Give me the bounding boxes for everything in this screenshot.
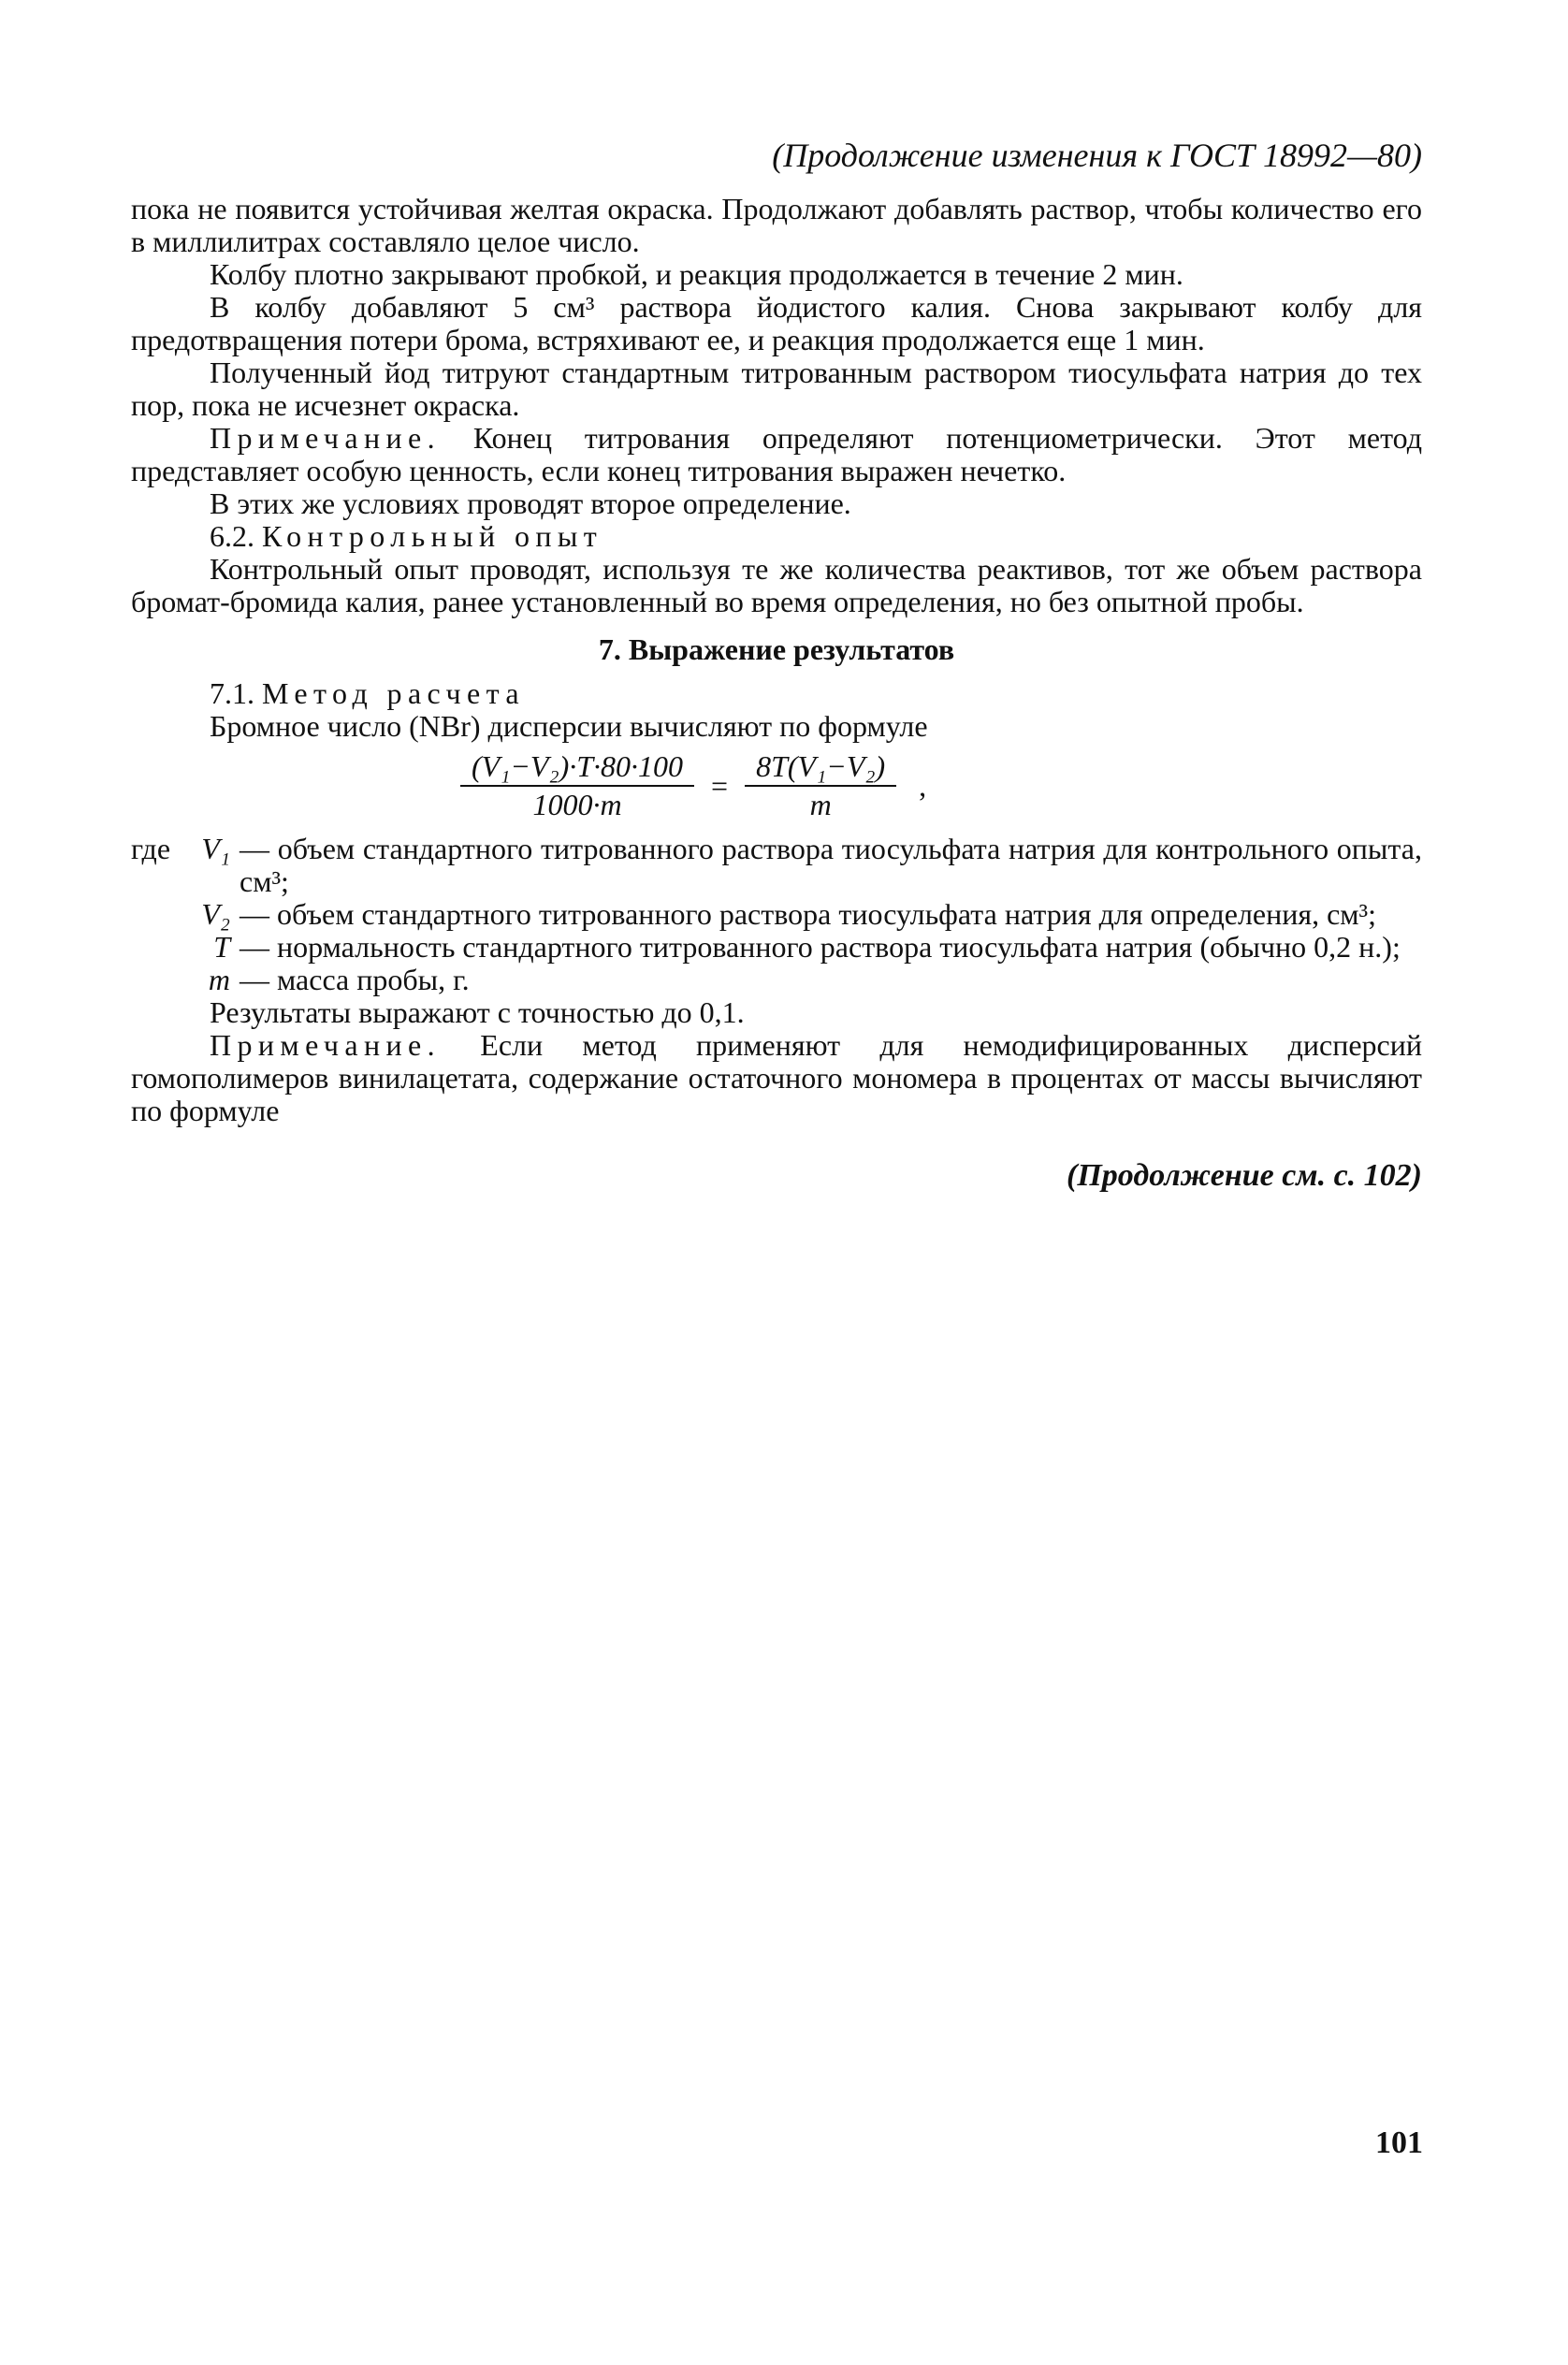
page-body [131, 193, 1422, 1192]
where-label: где [131, 832, 171, 865]
paragraph: Контрольный опыт проводят, используя те же количества реактивов, тот же объем раствора бромат-бромида калия, ранее установленный во время определения, но без опытной пробы. [131, 552, 1422, 618]
variable-definition: — объем стандартного титрованного раствора тиосульфата натрия для контрольного опыта, см³; [240, 832, 1422, 898]
note-paragraph [131, 1029, 1422, 1127]
equals-sign: = [711, 768, 729, 803]
paragraph: пока не появится устойчивая желтая окраска. Продолжают добавлять раствор, чтобы количество его в миллилитрах составляло целое число. [131, 192, 1422, 258]
variable-symbol: T [213, 930, 230, 964]
paragraph: Колбу плотно закрывают пробкой, и реакция продолжается в течение 2 мин. [210, 257, 1183, 291]
paragraph: Результаты выражают с точностью до 0,1. [210, 995, 745, 1029]
variable-definition: — масса пробы, г. [240, 963, 470, 996]
note-text: Конец титрования определяют потенциометрически. Этот метод представляет особую ценность, если конец титрования выражен нечетко. [131, 421, 1422, 487]
running-header: (Продолжение изменения к ГОСТ 18992—80) [772, 137, 1422, 174]
numerator-right: 8T(V₁−V₂) [745, 750, 896, 787]
subsection-heading [131, 520, 1422, 553]
fraction-left [460, 750, 694, 821]
variable-definitions [131, 833, 1422, 996]
variable-definition: — нормальность стандартного титрованного раствора тиосульфата натрия (обычно 0,2 н.); [240, 930, 1401, 964]
subsection-title: Метод расчета [262, 676, 525, 710]
section-heading: 7. Выражение результатов [598, 632, 955, 666]
paragraph: Полученный йод титруют стандартным титрованным раствором тиосульфата натрия до тех пор, пока не исчезнет окраска. [131, 355, 1422, 422]
page-number: 101 [1375, 2126, 1423, 2160]
denominator-right: m [809, 788, 832, 821]
paragraph: В этих же условиях проводят второе определение. [210, 486, 851, 520]
variable-symbol: V₂ [201, 897, 230, 931]
subsection-number: 7.1. [210, 676, 262, 710]
variable-definition: — объем стандартного титрованного раствора тиосульфата натрия для определения, см³; [240, 897, 1377, 931]
continuation-reference: (Продолжение см. с. 102) [1067, 1158, 1422, 1193]
note-text: Если метод применяют для немодифицированных дисперсий гомополимеров винилацетата, содержание остаточного мономера в процентах от массы вычисляют по формуле [131, 1028, 1422, 1127]
variable-symbol: где V₁ [131, 832, 230, 865]
subsection-title: Контрольный опыт [262, 519, 603, 553]
numerator-left: (V₁−V₂)·T·80·100 [460, 750, 694, 787]
paragraph: Бромное число (NBr) дисперсии вычисляют по формуле [210, 709, 928, 743]
subsection-number: 6.2. [210, 519, 262, 553]
formula-comma: , [919, 768, 927, 803]
note-label: Примечание. [210, 421, 442, 455]
bromine-number-formula [460, 750, 1422, 821]
note-label: Примечание. [210, 1028, 442, 1062]
paragraph: В колбу добавляют 5 см³ раствора йодистого калия. Снова закрывают колбу для предотвращения потери брома, встряхивают ее, и реакция продолжается еще 1 мин. [131, 290, 1422, 356]
variable-symbol: m [208, 963, 230, 996]
subsection-heading [131, 677, 1422, 710]
note-paragraph [131, 422, 1422, 487]
fraction-right [745, 750, 896, 821]
denominator-left: 1000·m [532, 788, 622, 821]
